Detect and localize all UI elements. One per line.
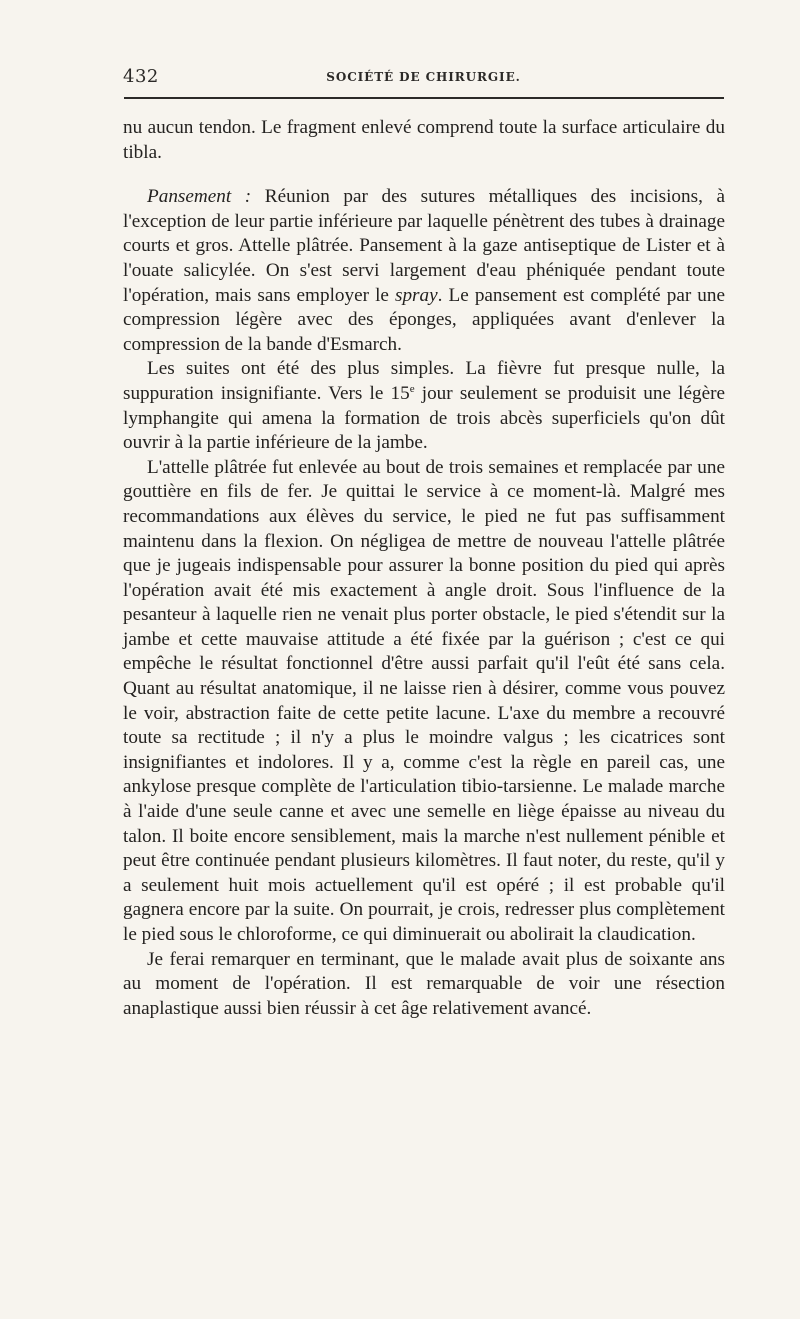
ordinal-superscript: e xyxy=(409,382,415,395)
paragraph-continuation: nu aucun tendon. Le fragment enlevé comprend toute la surface articulaire du tibla. xyxy=(123,117,725,163)
body-text xyxy=(123,116,725,1021)
paragraph-text: Réunion par des sutures métalliques des incisions, à l'exception de leur partie inférieure par laquelle pénètrent des tubes à drainage courts et gros. Attelle plâtrée. Pansement à la gaze antiseptique de Lister et à l'ouate salicylée. On s'est servi largement d'eau phéniquée pendant toute l'opération, mais sans employer le xyxy=(123,186,725,306)
paragraph-suites xyxy=(123,357,725,455)
paragraph-text: Les suites ont été des plus simples. La fièvre fut presque nulle, la suppuration insignifiante. Vers le 15 xyxy=(123,358,725,404)
paragraph-pansement xyxy=(123,185,725,357)
running-head: SOCIÉTÉ DE CHIRURGIE. xyxy=(326,70,521,84)
page-header xyxy=(123,66,724,92)
page-number: 432 xyxy=(123,66,159,87)
paragraph-conclusion: Je ferai remarquer en terminant, que le malade avait plus de soixante ans au moment de l'opération. Il est remarquable de voir une résection anaplastique aussi bien réussir à cet âge relativement avancé. xyxy=(123,948,725,1019)
section-label: Pansement : xyxy=(147,186,252,208)
paragraph-text: jour seulement se produisit une légère lymphangite qui amena la formation de trois abcès superficiels qu'on dût ouvrir à la partie inférieure de la jambe. xyxy=(123,382,725,454)
paragraph-attelle: L'attelle plâtrée fut enlevée au bout de trois semaines et remplacée par une gouttière en fils de fer. Je quittai le service à ce moment-là. Malgré mes recommandations aux élèves du service, le pied ne fut pas suffisamment maintenu dans la flexion. On négligea de mettre de nouveau l'attelle plâtrée que je jugeais indispensable pour assurer la bonne position du pied qui après l'opération avait été mis exactement à angle droit. Sous l'influence de la pesanteur à laquelle rien ne venait plus porter obstacle, le pied s'étendit sur la jambe et cette mauvaise attitude a été fixée par la guérison ; c'est ce qui empêche le résultat fonctionnel d'être aussi parfait qu'il l'eût été sans cela. Quant au résultat anatomique, il ne laisse rien à désirer, comme vous pouvez le voir, abstraction faite de cette petite lacune. L'axe du membre a recouvré toute sa rectitude ; il n'y a plus le moindre valgus ; les cicatrices sont insignifiantes et indolores. Il y a, comme c'est la règle en pareil cas, une ankylose presque complète de l'articulation tibio-tarsienne. Le malade marche à l'aide d'une seule canne et avec une semelle en liège épaisse au niveau du talon. Il boite encore sensiblement, mais la marche n'est nullement pénible et peut être continuée pendant plusieurs kilomètres. Il faut noter, du reste, qu'il y a seulement huit mois actuellement qu'il est opéré ; il est probable qu'il gagnera encore par la suite. On pourrait, je crois, redresser plus complètement le pied sous le chloroforme, ce qui diminuerait ou abolirait la claudication. xyxy=(123,456,725,945)
italic-term: spray xyxy=(395,284,438,306)
header-rule xyxy=(124,97,724,99)
paragraph-text: . Le pansement est complété par une compression légère avec des éponges, appliquées avant d'enlever la compression de la bande d'Esmarch. xyxy=(123,284,725,355)
